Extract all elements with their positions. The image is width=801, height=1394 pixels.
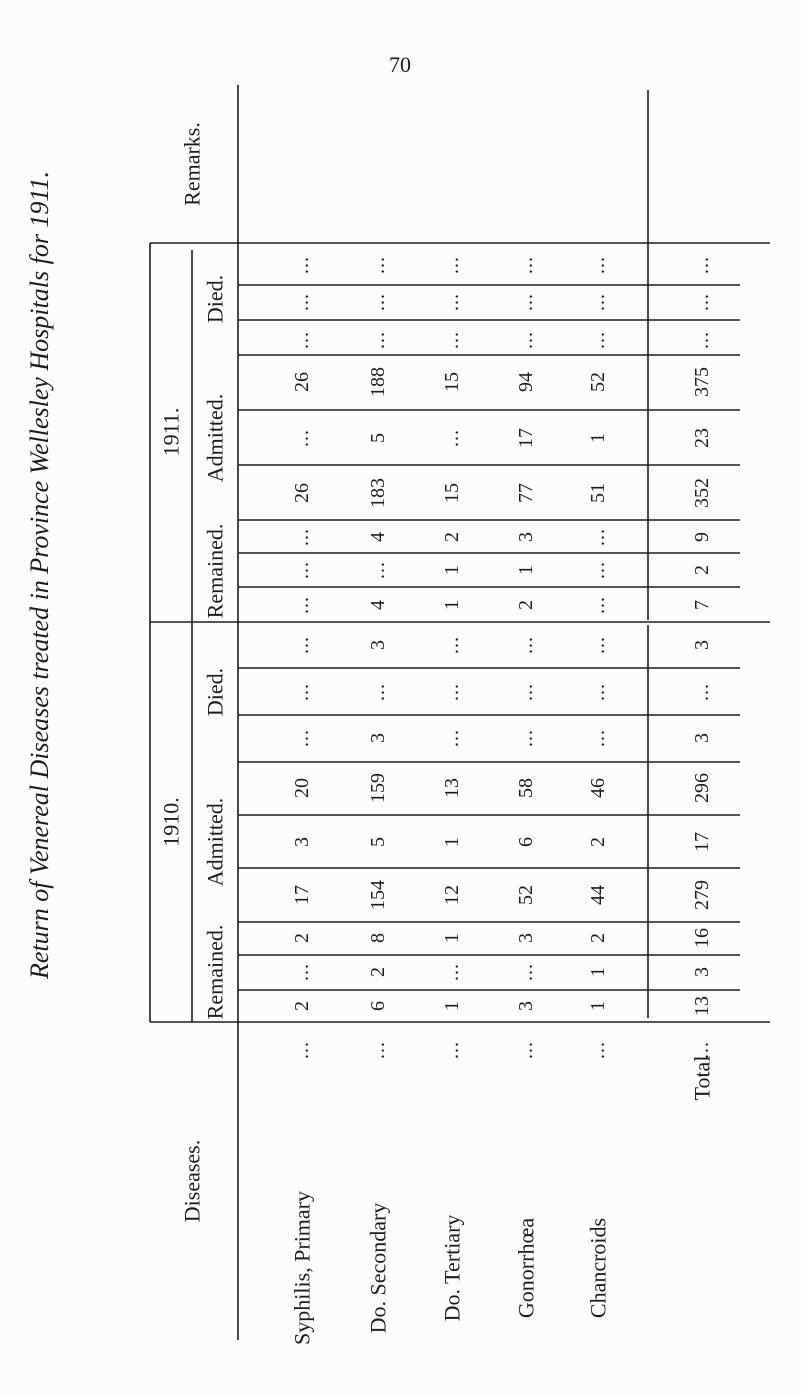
- total-y1910-admitted-2: 279: [691, 880, 713, 910]
- row-1-y1910-remained-1: 2: [367, 967, 389, 977]
- row-4-y1911-remained-2: ...: [587, 596, 609, 614]
- row-2-y1910-admitted-0: 13: [441, 778, 463, 798]
- row-0-y1910-died-2: ...: [291, 729, 313, 747]
- row-1-y1910-admitted-2: 154: [367, 880, 389, 910]
- row-4-y1911-remained-1: ...: [587, 561, 609, 579]
- row-2-y1911-died-0: ...: [441, 256, 463, 274]
- row-2-y1910-remained-2: 1: [441, 1001, 463, 1011]
- row-label-0: Syphilis, Primary: [289, 1190, 315, 1346]
- row-1-y1910-remained-0: 8: [367, 933, 389, 943]
- row-label-2: Do. Tertiary: [439, 1214, 465, 1322]
- total-y1910-died-0: 3: [691, 640, 713, 650]
- total-y1911-admitted-0: 375: [691, 367, 713, 397]
- row-4-y1910-admitted-1: 2: [587, 837, 609, 847]
- row-0-y1910-remained-0: 2: [291, 933, 313, 943]
- row-0-y1911-admitted-2: 26: [291, 483, 313, 503]
- row-1-y1910-remained-2: 6: [367, 1001, 389, 1011]
- row-1-y1910-admitted-1: 5: [367, 837, 389, 847]
- total-y1911-died-0: ...: [691, 256, 713, 274]
- row-0-y1911-remained-2: ...: [291, 596, 313, 614]
- row-0-y1910-admitted-0: 20: [291, 778, 313, 798]
- row-0-y1911-admitted-0: 26: [291, 372, 313, 392]
- row-2-y1911-died-1: ...: [441, 293, 463, 311]
- row-2-y1911-admitted-1: ...: [441, 429, 463, 447]
- total-y1911-died-1: ...: [691, 293, 713, 311]
- row-4-y1910-admitted-0: 46: [587, 778, 609, 798]
- row-0-y1910-remained-2: 2: [291, 1001, 313, 1011]
- row-3-y1911-admitted-0: 94: [515, 372, 537, 392]
- row-3-y1910-admitted-2: 52: [515, 885, 537, 905]
- row-0-y1911-remained-0: ...: [291, 528, 313, 546]
- row-3-y1910-remained-0: 3: [515, 933, 537, 943]
- row-2-y1910-admitted-2: 12: [441, 885, 463, 905]
- row-1-y1911-remained-1: ...: [367, 561, 389, 579]
- header-1911-remained: Remained.: [202, 523, 228, 619]
- row-4-y1911-remained-0: ...: [587, 528, 609, 546]
- row-0-y1911-admitted-1: ...: [291, 429, 313, 447]
- row-4-y1910-admitted-2: 44: [587, 885, 609, 905]
- row-0-y1911-died-1: ...: [291, 293, 313, 311]
- row-4-y1911-admitted-2: 51: [587, 483, 609, 503]
- row-label-4: Chancroids: [585, 1217, 611, 1319]
- total-y1911-admitted-1: 23: [691, 428, 713, 448]
- header-1910-died: Died.: [202, 667, 228, 717]
- row-3-y1910-died-0: ...: [515, 636, 537, 654]
- row-0-y1911-remained-1: ...: [291, 561, 313, 579]
- remarks-header: Remarks.: [179, 122, 205, 206]
- row-2-y1910-admitted-1: 1: [441, 837, 463, 847]
- row-2-y1910-died-1: ...: [441, 683, 463, 701]
- column-headers: [159, 122, 228, 1222]
- row-3-y1910-admitted-1: 6: [515, 837, 537, 847]
- row-1-y1911-admitted-1: 5: [367, 433, 389, 443]
- total-label: Total: [689, 1055, 715, 1101]
- row-0-y1910-admitted-1: 3: [291, 837, 313, 847]
- row-4-y1911-admitted-1: 1: [587, 433, 609, 443]
- year-1910-label: 1910.: [158, 797, 184, 847]
- row-2-y1910-remained-0: 1: [441, 933, 463, 943]
- row-2-y1911-died-2: ...: [441, 331, 463, 349]
- row-3-y1911-remained-2: 2: [515, 600, 537, 610]
- row-4-y1910-died-1: ...: [587, 683, 609, 701]
- row-4-y1911-died-2: ...: [587, 331, 609, 349]
- row-3-y1911-remained-0: 3: [515, 532, 537, 542]
- row-1-y1911-admitted-2: 183: [367, 478, 389, 508]
- row-dots-2: ...: [441, 1041, 463, 1059]
- row-2-y1910-died-0: ...: [441, 636, 463, 654]
- row-2-y1911-remained-1: 1: [441, 565, 463, 575]
- row-2-y1910-remained-1: ...: [441, 963, 463, 981]
- total-y1911-died-2: ...: [691, 331, 713, 349]
- row-dots-3: ...: [515, 1041, 537, 1059]
- row-1-y1911-remained-2: 4: [367, 600, 389, 610]
- row-0-y1910-died-1: ...: [291, 683, 313, 701]
- row-2-y1910-died-2: ...: [441, 729, 463, 747]
- total-y1910-admitted-0: 296: [691, 773, 713, 803]
- row-4-y1910-died-2: ...: [587, 729, 609, 747]
- page-title: Return of Venereal Diseases treated in Province Wellesley Hospitals for 1911.: [25, 170, 54, 980]
- row-3-y1911-died-1: ...: [515, 293, 537, 311]
- row-label-1: Do. Secondary: [365, 1202, 391, 1334]
- total-y1910-remained-2: 13: [691, 996, 713, 1016]
- total-dots: ...: [691, 1041, 713, 1059]
- row-3-y1910-remained-1: ...: [515, 963, 537, 981]
- row-2-y1911-remained-0: 2: [441, 532, 463, 542]
- row-3-y1911-admitted-1: 17: [515, 428, 537, 448]
- row-3-y1910-died-1: ...: [515, 683, 537, 701]
- row-label-3: Gonorrhœa: [513, 1217, 539, 1319]
- row-0-y1910-admitted-2: 17: [291, 885, 313, 905]
- row-dots-0: ...: [291, 1041, 313, 1059]
- header-1911-admitted: Admitted.: [202, 393, 228, 483]
- row-3-y1911-died-2: ...: [515, 331, 537, 349]
- row-3-y1910-died-2: ...: [515, 729, 537, 747]
- row-dots-4: ...: [587, 1041, 609, 1059]
- row-1-y1911-died-1: ...: [367, 293, 389, 311]
- row-0-y1911-died-2: ...: [291, 331, 313, 349]
- table-cells: [290, 256, 715, 1345]
- row-1-y1910-died-2: 3: [367, 733, 389, 743]
- row-4-y1910-remained-2: 1: [587, 1001, 609, 1011]
- row-0-y1911-died-0: ...: [291, 256, 313, 274]
- total-y1910-died-2: 3: [691, 733, 713, 743]
- row-4-y1910-died-0: ...: [587, 636, 609, 654]
- row-2-y1911-remained-2: 1: [441, 600, 463, 610]
- year-1911-label: 1911.: [158, 407, 184, 457]
- row-1-y1911-admitted-0: 188: [367, 367, 389, 397]
- row-0-y1910-died-0: ...: [291, 636, 313, 654]
- row-1-y1910-admitted-0: 159: [367, 773, 389, 803]
- total-y1910-admitted-1: 17: [691, 832, 713, 852]
- row-4-y1911-admitted-0: 52: [587, 372, 609, 392]
- row-2-y1911-admitted-0: 15: [441, 372, 463, 392]
- header-1911-died: Died.: [202, 274, 228, 324]
- header-1910-admitted: Admitted.: [202, 797, 228, 887]
- total-y1911-remained-0: 9: [691, 532, 713, 542]
- row-4-y1911-died-1: ...: [587, 293, 609, 311]
- row-1-y1911-died-2: ...: [367, 331, 389, 349]
- row-1-y1910-died-1: ...: [367, 683, 389, 701]
- row-1-y1911-died-0: ...: [367, 256, 389, 274]
- row-1-y1911-remained-0: 4: [367, 532, 389, 542]
- page-number: 70: [389, 52, 411, 77]
- total-y1910-remained-1: 3: [691, 967, 713, 977]
- row-3-y1911-died-0: ...: [515, 256, 537, 274]
- total-y1911-remained-2: 7: [691, 600, 713, 610]
- diseases-header: Diseases.: [179, 1139, 205, 1223]
- row-3-y1911-remained-1: 1: [515, 565, 537, 575]
- total-y1911-remained-1: 2: [691, 565, 713, 575]
- row-4-y1911-died-0: ...: [587, 256, 609, 274]
- row-0-y1910-remained-1: ...: [291, 963, 313, 981]
- total-y1910-remained-0: 16: [691, 928, 713, 948]
- row-1-y1910-died-0: 3: [367, 640, 389, 650]
- row-3-y1911-admitted-2: 77: [515, 483, 537, 503]
- total-y1911-admitted-2: 352: [691, 478, 713, 508]
- row-3-y1910-admitted-0: 58: [515, 778, 537, 798]
- row-4-y1910-remained-1: 1: [587, 967, 609, 977]
- row-dots-1: ...: [367, 1041, 389, 1059]
- row-2-y1911-admitted-2: 15: [441, 483, 463, 503]
- header-1910-remained: Remained.: [202, 924, 228, 1020]
- row-3-y1910-remained-2: 3: [515, 1001, 537, 1011]
- total-y1910-died-1: ...: [691, 683, 713, 701]
- row-4-y1910-remained-0: 2: [587, 933, 609, 943]
